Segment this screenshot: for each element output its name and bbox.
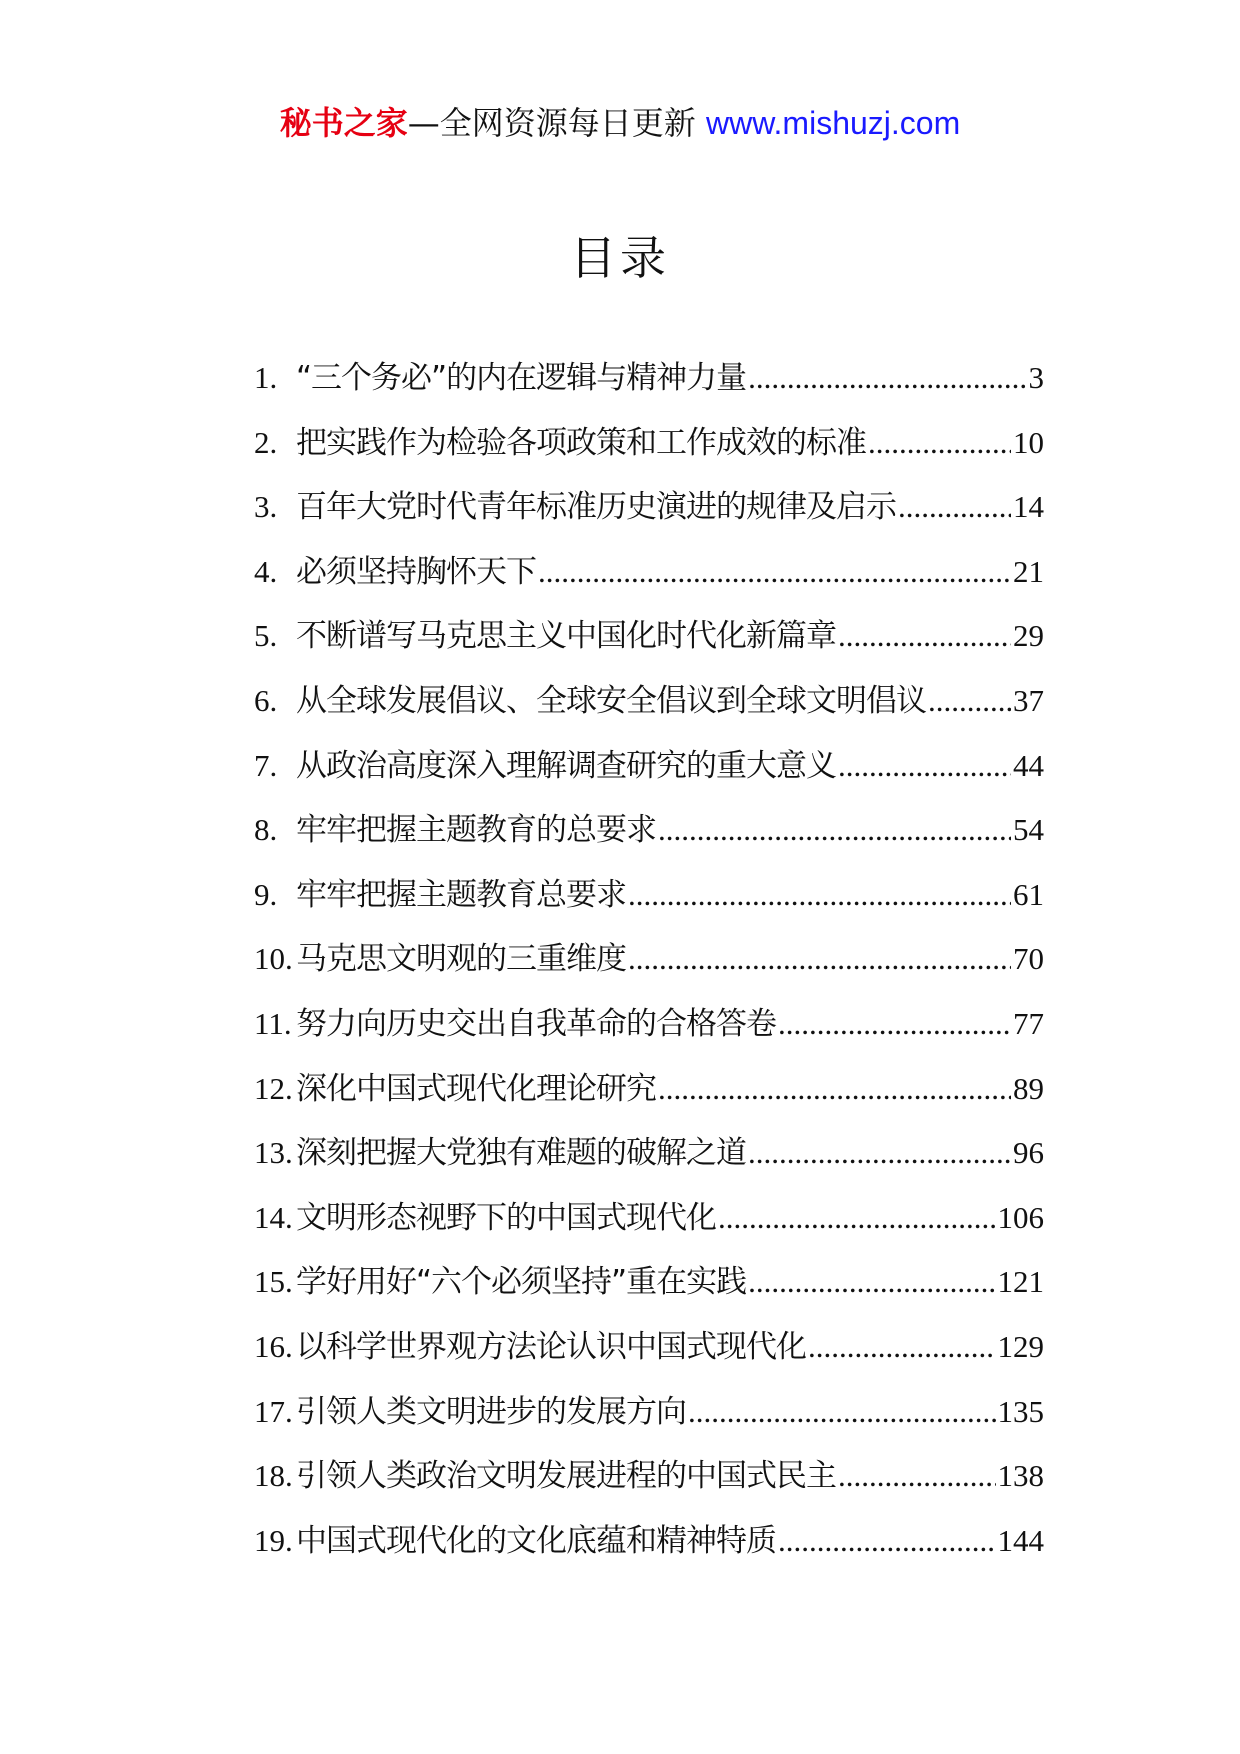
toc-entry-title: 引领人类文明进步的发展方向 bbox=[296, 1393, 686, 1430]
toc-entry-page-number: 10 bbox=[1013, 424, 1044, 460]
toc-dot-leader bbox=[838, 1453, 996, 1499]
toc-entry-page-number: 89 bbox=[1013, 1070, 1044, 1106]
toc-entry-title: 必须坚持胸怀天下 bbox=[296, 553, 536, 590]
toc-entry-number: 11. bbox=[254, 1005, 292, 1041]
table-of-contents bbox=[254, 355, 1044, 1582]
toc-entry-number: 1. bbox=[254, 360, 278, 395]
toc-entry[interactable] bbox=[254, 1195, 1044, 1260]
toc-entry[interactable] bbox=[254, 872, 1044, 937]
toc-entry-number: 12. bbox=[254, 1070, 293, 1106]
toc-entry-page-number: 44 bbox=[1013, 747, 1044, 783]
toc-entry-title: 引领人类政治文明发展进程的中国式民主 bbox=[296, 1458, 836, 1495]
toc-entry-number: 8. bbox=[254, 812, 278, 848]
toc-entry-number: 9. bbox=[254, 876, 278, 912]
toc-entry-page-number: 3 bbox=[1028, 360, 1044, 395]
toc-dot-leader bbox=[748, 1259, 995, 1305]
toc-entry[interactable] bbox=[254, 678, 1044, 743]
toc-dot-leader bbox=[838, 613, 1011, 659]
toc-entry-page-number: 121 bbox=[997, 1264, 1044, 1300]
toc-entry-title: 牢牢把握主题教育总要求 bbox=[296, 876, 626, 913]
brand-name: 秘书之家 bbox=[279, 104, 408, 142]
toc-entry[interactable] bbox=[254, 743, 1044, 808]
toc-entry-title: 学好用好“六个必须坚持”重在实践 bbox=[296, 1264, 747, 1301]
toc-entry[interactable] bbox=[254, 484, 1044, 549]
toc-entry-number: 7. bbox=[254, 747, 278, 783]
toc-entry-title: 文明形态视野下的中国式现代化 bbox=[296, 1199, 716, 1236]
toc-dot-leader bbox=[718, 1195, 996, 1241]
toc-entry-title: 深化中国式现代化理论研究 bbox=[296, 1070, 656, 1107]
toc-dot-leader bbox=[928, 678, 1011, 724]
toc-entry-number: 3. bbox=[254, 489, 278, 525]
toc-entry-title: 中国式现代化的文化底蕴和精神特质 bbox=[296, 1522, 776, 1559]
toc-entry-title: 从全球发展倡议、全球安全倡议到全球文明倡议 bbox=[296, 682, 926, 719]
toc-entry[interactable] bbox=[254, 1130, 1044, 1195]
toc-entry-page-number: 21 bbox=[1013, 553, 1044, 589]
toc-entry[interactable] bbox=[254, 1066, 1044, 1131]
toc-entry[interactable] bbox=[254, 1324, 1044, 1389]
site-url-link[interactable]: www.mishuzj.com bbox=[705, 105, 961, 141]
toc-entry-page-number: 129 bbox=[997, 1328, 1044, 1364]
toc-entry-title: 把实践作为检验各项政策和工作成效的标准 bbox=[296, 424, 866, 461]
toc-entry-number: 4. bbox=[254, 553, 278, 589]
page-title: 目录 bbox=[570, 231, 670, 285]
toc-entry-number: 14. bbox=[254, 1199, 293, 1235]
toc-entry-number: 19. bbox=[254, 1522, 293, 1558]
toc-entry-page-number: 61 bbox=[1013, 876, 1044, 912]
toc-entry-page-number: 106 bbox=[997, 1199, 1044, 1235]
toc-dot-leader bbox=[688, 1389, 996, 1435]
toc-dot-leader bbox=[628, 872, 1011, 918]
toc-entry[interactable] bbox=[254, 613, 1044, 678]
toc-entry-number: 18. bbox=[254, 1458, 293, 1494]
toc-entry[interactable] bbox=[254, 936, 1044, 1001]
toc-entry-title: 百年大党时代青年标准历史演进的规律及启示 bbox=[296, 489, 896, 526]
toc-entry[interactable] bbox=[254, 1259, 1044, 1324]
toc-dot-leader bbox=[538, 549, 1011, 595]
toc-entry-number: 13. bbox=[254, 1135, 293, 1171]
toc-entry[interactable] bbox=[254, 549, 1044, 614]
toc-entry[interactable] bbox=[254, 420, 1044, 485]
toc-entry-page-number: 37 bbox=[1013, 682, 1044, 718]
toc-entry-number: 15. bbox=[254, 1264, 293, 1300]
toc-entry-title: 努力向历史交出自我革命的合格答卷 bbox=[296, 1005, 776, 1042]
toc-entry[interactable] bbox=[254, 1518, 1044, 1583]
toc-entry[interactable] bbox=[254, 1389, 1044, 1454]
toc-entry-title: 马克思文明观的三重维度 bbox=[296, 941, 626, 978]
toc-entry-number: 10. bbox=[254, 941, 293, 977]
toc-dot-leader bbox=[748, 355, 1026, 401]
toc-dot-leader bbox=[748, 1130, 1011, 1176]
toc-entry-title: 牢牢把握主题教育的总要求 bbox=[296, 812, 656, 849]
toc-dot-leader bbox=[778, 1001, 1011, 1047]
site-banner bbox=[0, 100, 1240, 146]
toc-entry-title: 从政治高度深入理解调查研究的重大意义 bbox=[296, 747, 836, 784]
toc-entry-number: 5. bbox=[254, 618, 278, 654]
toc-entry[interactable] bbox=[254, 1001, 1044, 1066]
toc-dot-leader bbox=[628, 936, 1011, 982]
toc-entry[interactable] bbox=[254, 1453, 1044, 1518]
toc-entry-page-number: 54 bbox=[1013, 812, 1044, 848]
toc-entry-page-number: 70 bbox=[1013, 941, 1044, 977]
toc-entry-page-number: 96 bbox=[1013, 1135, 1044, 1171]
toc-entry-title: 以科学世界观方法论认识中国式现代化 bbox=[296, 1328, 806, 1365]
toc-entry-number: 17. bbox=[254, 1393, 293, 1429]
banner-slogan: —全网资源每日更新 bbox=[407, 104, 696, 142]
toc-dot-leader bbox=[838, 743, 1011, 789]
toc-entry-number: 16. bbox=[254, 1328, 293, 1364]
toc-entry-page-number: 29 bbox=[1013, 618, 1044, 654]
toc-dot-leader bbox=[658, 1066, 1011, 1112]
toc-entry-page-number: 135 bbox=[997, 1393, 1044, 1429]
toc-dot-leader bbox=[778, 1518, 996, 1564]
toc-entry-page-number: 77 bbox=[1013, 1005, 1044, 1041]
toc-entry-title: 不断谱写马克思主义中国化时代化新篇章 bbox=[296, 618, 836, 655]
toc-entry-page-number: 144 bbox=[997, 1522, 1044, 1558]
toc-entry[interactable] bbox=[254, 355, 1044, 420]
toc-dot-leader bbox=[898, 484, 1011, 530]
toc-entry-page-number: 138 bbox=[997, 1458, 1044, 1494]
toc-entry[interactable] bbox=[254, 807, 1044, 872]
toc-dot-leader bbox=[808, 1324, 996, 1370]
toc-entry-title: 深刻把握大党独有难题的破解之道 bbox=[296, 1135, 746, 1172]
toc-entry-title: “三个务必”的内在逻辑与精神力量 bbox=[296, 360, 747, 396]
toc-dot-leader bbox=[658, 807, 1011, 853]
toc-dot-leader bbox=[868, 420, 1011, 466]
toc-entry-page-number: 14 bbox=[1013, 489, 1044, 525]
toc-entry-number: 2. bbox=[254, 424, 278, 460]
toc-entry-number: 6. bbox=[254, 682, 278, 718]
